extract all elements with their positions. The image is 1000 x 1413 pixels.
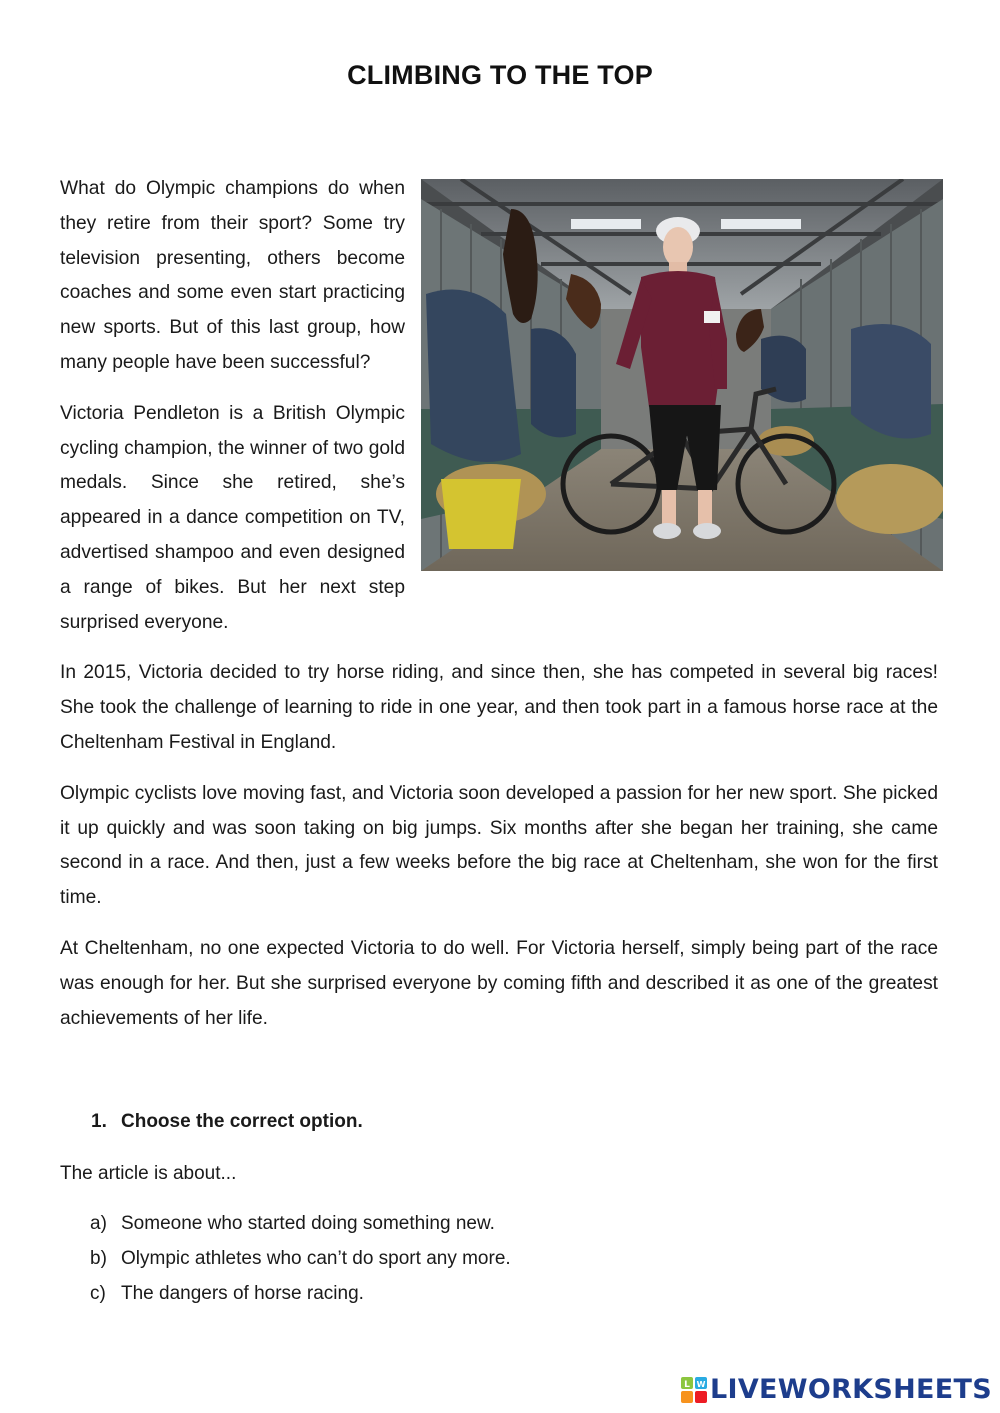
option-text: The dangers of horse racing. xyxy=(121,1283,364,1304)
option-c[interactable] xyxy=(90,1283,511,1318)
worksheet-title: CLIMBING TO THE TOP xyxy=(347,60,653,90)
logo-letter-l: L xyxy=(684,1379,690,1390)
paragraph-5: At Cheltenham, no one expected Victoria to do well. For Victoria herself, simply being part of the race was enough for her. But she surprised everyone by coming fifth and described it as one of the greatest achievements of her life. xyxy=(60,937,938,1029)
logo-letter-w: W xyxy=(696,1379,706,1389)
paragraph-2: Victoria Pendleton is a British Olympic cycling champion, the winner of two gold medals. Since she retired, she’s appeared in a dance competition on TV, advertised shampoo and even designed a range of bikes. But her next step surprised everyone. xyxy=(60,402,405,633)
option-letter: a) xyxy=(90,1213,107,1234)
paragraph-3: In 2015, Victoria decided to try horse riding, and since then, she has competed in several big races! She took the challenge of learning to ride in one year, and then took part in a famous horse race at the Cheltenham Festival in England. xyxy=(60,662,938,753)
article xyxy=(60,172,938,1052)
answer-options xyxy=(90,1213,511,1318)
question-number: 1. xyxy=(91,1111,107,1132)
option-text: Someone who started doing something new. xyxy=(121,1213,495,1234)
option-b[interactable] xyxy=(90,1248,511,1283)
question-prompt: The article is about... xyxy=(60,1163,237,1184)
paragraph-1: What do Olympic champions do when they retire from their sport? Some try television presenting, others become coaches and some even start practicing new sports. But of this last group, how many people have been successful? xyxy=(60,178,405,373)
option-letter: c) xyxy=(90,1283,106,1304)
liveworksheets-wordmark: LIVEWORKSHEETS xyxy=(709,1374,992,1405)
liveworksheets-icon xyxy=(681,1377,707,1403)
option-letter: b) xyxy=(90,1248,107,1269)
option-text: Olympic athletes who can’t do sport any more. xyxy=(121,1248,511,1269)
question-heading xyxy=(91,1111,363,1133)
liveworksheets-logo[interactable] xyxy=(681,1374,992,1405)
question-heading-text: Choose the correct option. xyxy=(121,1111,363,1132)
option-a[interactable] xyxy=(90,1213,511,1248)
cyclist-stable-photo xyxy=(421,179,943,571)
paragraph-4: Olympic cyclists love moving fast, and Victoria soon developed a passion for her new sport. She picked it up quickly and was soon taking on big jumps. Six months after she began her training, she came second in a race. And then, just a few weeks before the big race at Cheltenham, she won for the first time. xyxy=(60,782,938,909)
